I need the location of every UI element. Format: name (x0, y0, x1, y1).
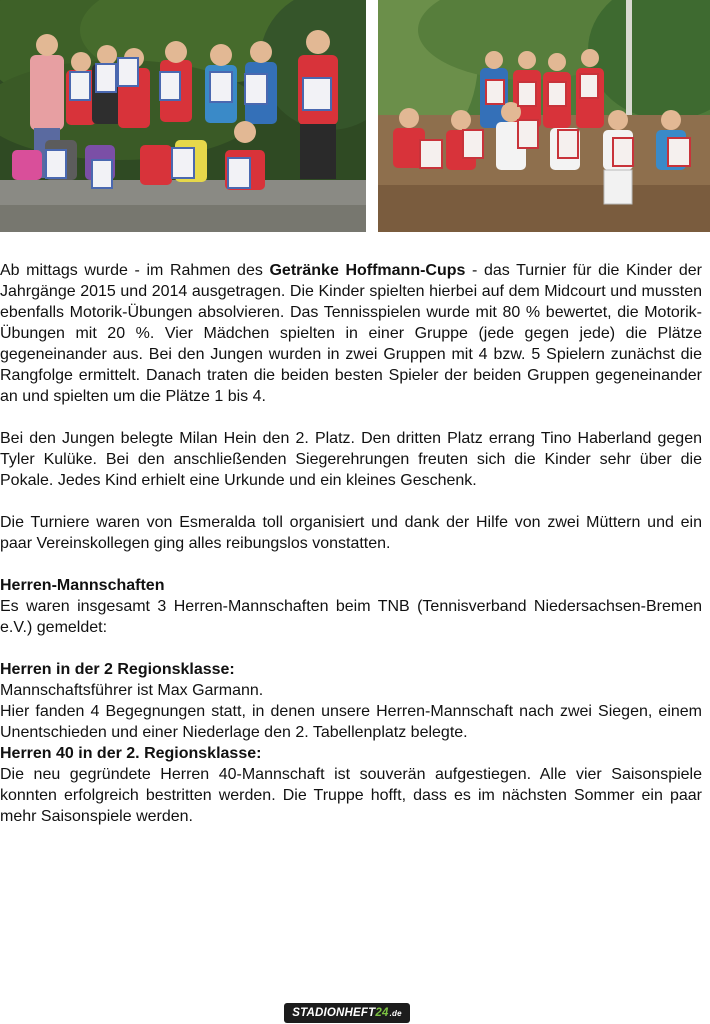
paragraph-tournament: Ab mittags wurde - im Rahmen des Getränke Hoffmann-Cups - das Turnier für die Kinder der Jahrgänge 2015 und 2014 ausgetragen. Die Kinder spielten hierbei auf dem Midcourt und mussten ebenfalls Motorik-Übungen absolvieren. Das Tennisspielen wurde mit 80 % bewertet, die Motorik-Übungen mit 20 %. Vier Mädchen spielten in einer Gruppe (jede gegen jede) die Plätze gegeneinander aus. Bei den Jungen wurden in zwei Gruppen mit 4 bzw. 5 Spielern zunächst die Rangfolge ermittelt. Danach traten die beiden besten Spieler der beiden Gruppen gegeneinander an und spielten um die Plätze 1 bis 4. (0, 262, 703, 405)
paragraph-regionsklasse: Hier fanden 4 Begegnungen statt, in denen unsere Herren-Mannschaft nach zwei Siegen, einem Unentschieden und einer Niederlage den 2. Tabellenplatz belegte. (0, 703, 702, 741)
heading-regionsklasse: Herren in der 2 Regionsklasse: (0, 661, 235, 678)
heading-herren40: Herren 40 in der 2. Regionsklasse: (0, 745, 262, 762)
paragraph-herren-mannschaften: Es waren insgesamt 3 Herren-Mannschaften beim TNB (Tennisverband Niedersachsen-Bremen e.V.) gemeldet: (0, 598, 702, 636)
paragraph-organisation: Die Turniere waren von Esmeralda toll organisiert und dank der Hilfe von zwei Müttern und ein paar Vereinskollegen ging alles reibungslos vonstatten. (0, 514, 702, 552)
stadionheft-logo: STADIONHEFT 24 .de (284, 1003, 410, 1023)
captain-line: Mannschaftsführer ist Max Garmann. (0, 682, 264, 699)
heading-herren-mannschaften: Herren-Mannschaften (0, 577, 165, 594)
article-body (0, 260, 702, 827)
team-photo-left (0, 0, 366, 232)
paragraph-herren40: Die neu gegründete Herren 40-Mannschaft ist souverän aufgestiegen. Alle vier Saisonspiele konnten erfolgreich bestritten werden. Die Truppe hofft, dass es im nächsten Sommer ein paar mehr Saisonspiele werden. (0, 766, 702, 825)
team-photo-right (378, 0, 710, 232)
paragraph-results: Bei den Jungen belegte Milan Hein den 2. Platz. Den dritten Platz errang Tino Haberland gegen Tyler Kulüke. Bei den anschließenden Siegerehrungen freuten sich die Kinder sehr über die Pokale. Jedes Kind erhielt eine Urkunde und ein kleines Geschenk. (0, 430, 702, 489)
cup-name: Getränke Hoffmann-Cups (269, 262, 466, 279)
